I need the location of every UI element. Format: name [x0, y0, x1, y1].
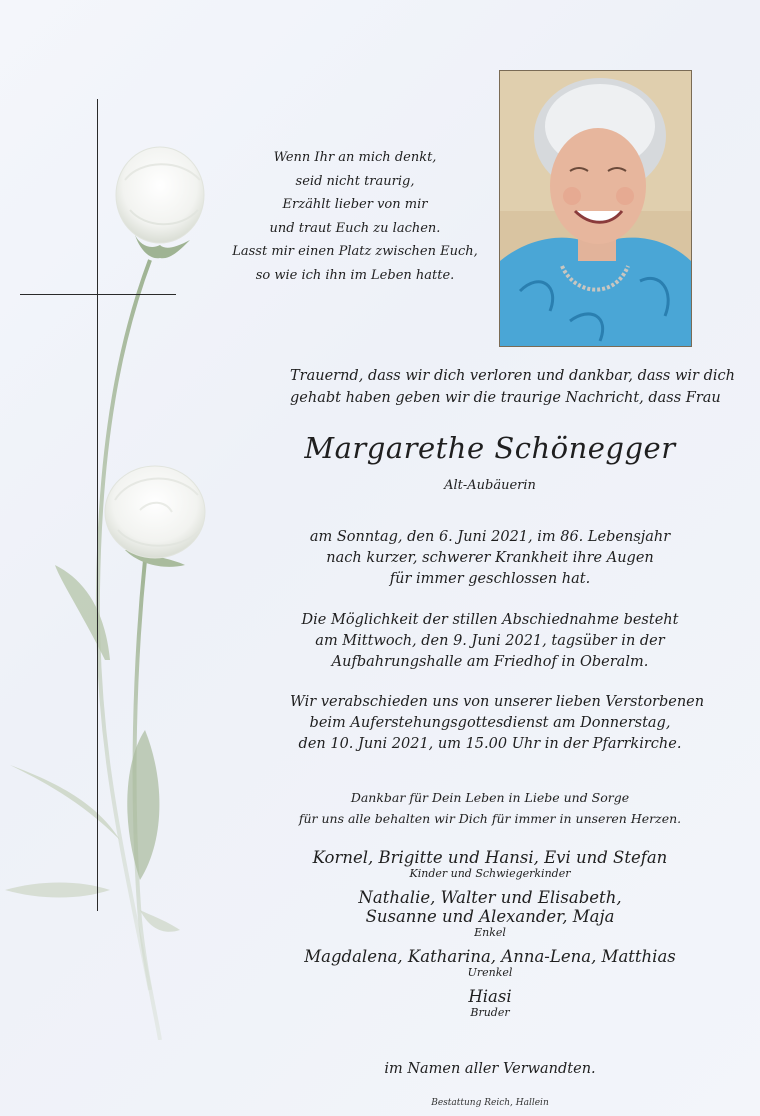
- deceased-occupation: Alt-Aubäuerin: [444, 478, 536, 493]
- white-roses-illustration: [0, 140, 230, 1040]
- poem-line: so wie ich ihn im Leben hatte.: [255, 267, 455, 283]
- poem-line: Erzählt lieber von mir: [282, 197, 428, 212]
- death-notice-paragraph: [290, 527, 690, 590]
- funeral-home-credit: Bestattung Reich, Hallein: [431, 1098, 549, 1108]
- family-relation: Kinder und Schwiegerkinder: [409, 867, 571, 880]
- viewing-paragraph: [290, 610, 690, 673]
- poem-line: seid nicht traurig,: [295, 173, 415, 189]
- thanks-line: Dankbar für Dein Leben in Liebe und Sorge: [350, 790, 630, 805]
- intro-line: gehabt haben geben wir die traurige Nachricht, dass Frau: [290, 390, 721, 406]
- closing-text: im Namen aller Verwandten.: [384, 1061, 596, 1077]
- family-names: Kornel, Brigitte und Hansi, Evi und Stefan: [312, 848, 668, 867]
- paragraph-line: Die Möglichkeit der stillen Abschiednahme besteht: [301, 612, 679, 628]
- paragraph-line: für immer geschlossen hat.: [389, 571, 591, 587]
- intro-text: [290, 365, 735, 409]
- family-names: Hiasi: [468, 987, 512, 1006]
- portrait-photo: [499, 70, 692, 347]
- poem-line: Wenn Ihr an mich denkt,: [273, 150, 437, 165]
- family-names: Nathalie, Walter und Elisabeth,: [358, 888, 622, 907]
- paragraph-line: nach kurzer, schwerer Krankheit ihre Augen: [326, 550, 654, 566]
- cross-vertical-line: [97, 99, 98, 911]
- family-names: Susanne und Alexander, Maja: [365, 907, 615, 926]
- funeral-service-paragraph: [290, 692, 705, 755]
- family-list: [290, 848, 690, 1027]
- poem: [220, 146, 490, 287]
- paragraph-line: Wir verabschieden uns von unserer lieben Verstorbenen: [290, 694, 705, 710]
- thanks-text: [290, 787, 690, 829]
- paragraph-line: Aufbahrungshalle am Friedhof in Oberalm.: [331, 654, 649, 670]
- family-relation: Bruder: [470, 1006, 510, 1019]
- poem-line: Lasst mir einen Platz zwischen Euch,: [232, 244, 478, 259]
- paragraph-line: am Mittwoch, den 9. Juni 2021, tagsüber in der: [315, 633, 665, 649]
- intro-line: Trauernd, dass wir dich verloren und dankbar, dass wir dich: [290, 368, 735, 384]
- family-names: Magdalena, Katharina, Anna-Lena, Matthias: [304, 947, 676, 966]
- poem-line: und traut Euch zu lachen.: [269, 220, 441, 236]
- family-relation: Urenkel: [467, 966, 513, 979]
- thanks-line: für uns alle behalten wir Dich für immer in unseren Herzen.: [298, 811, 682, 826]
- cross-horizontal-line: [20, 294, 176, 295]
- paragraph-line: den 10. Juni 2021, um 15.00 Uhr in der Pfarrkirche.: [298, 736, 682, 752]
- deceased-name: Margarethe Schönegger: [304, 431, 676, 465]
- paragraph-line: beim Auferstehungsgottesdienst am Donnerstag,: [309, 715, 671, 731]
- portrait-illustration: [500, 71, 691, 346]
- family-relation: Enkel: [474, 926, 506, 939]
- paragraph-line: am Sonntag, den 6. Juni 2021, im 86. Lebensjahr: [309, 529, 671, 545]
